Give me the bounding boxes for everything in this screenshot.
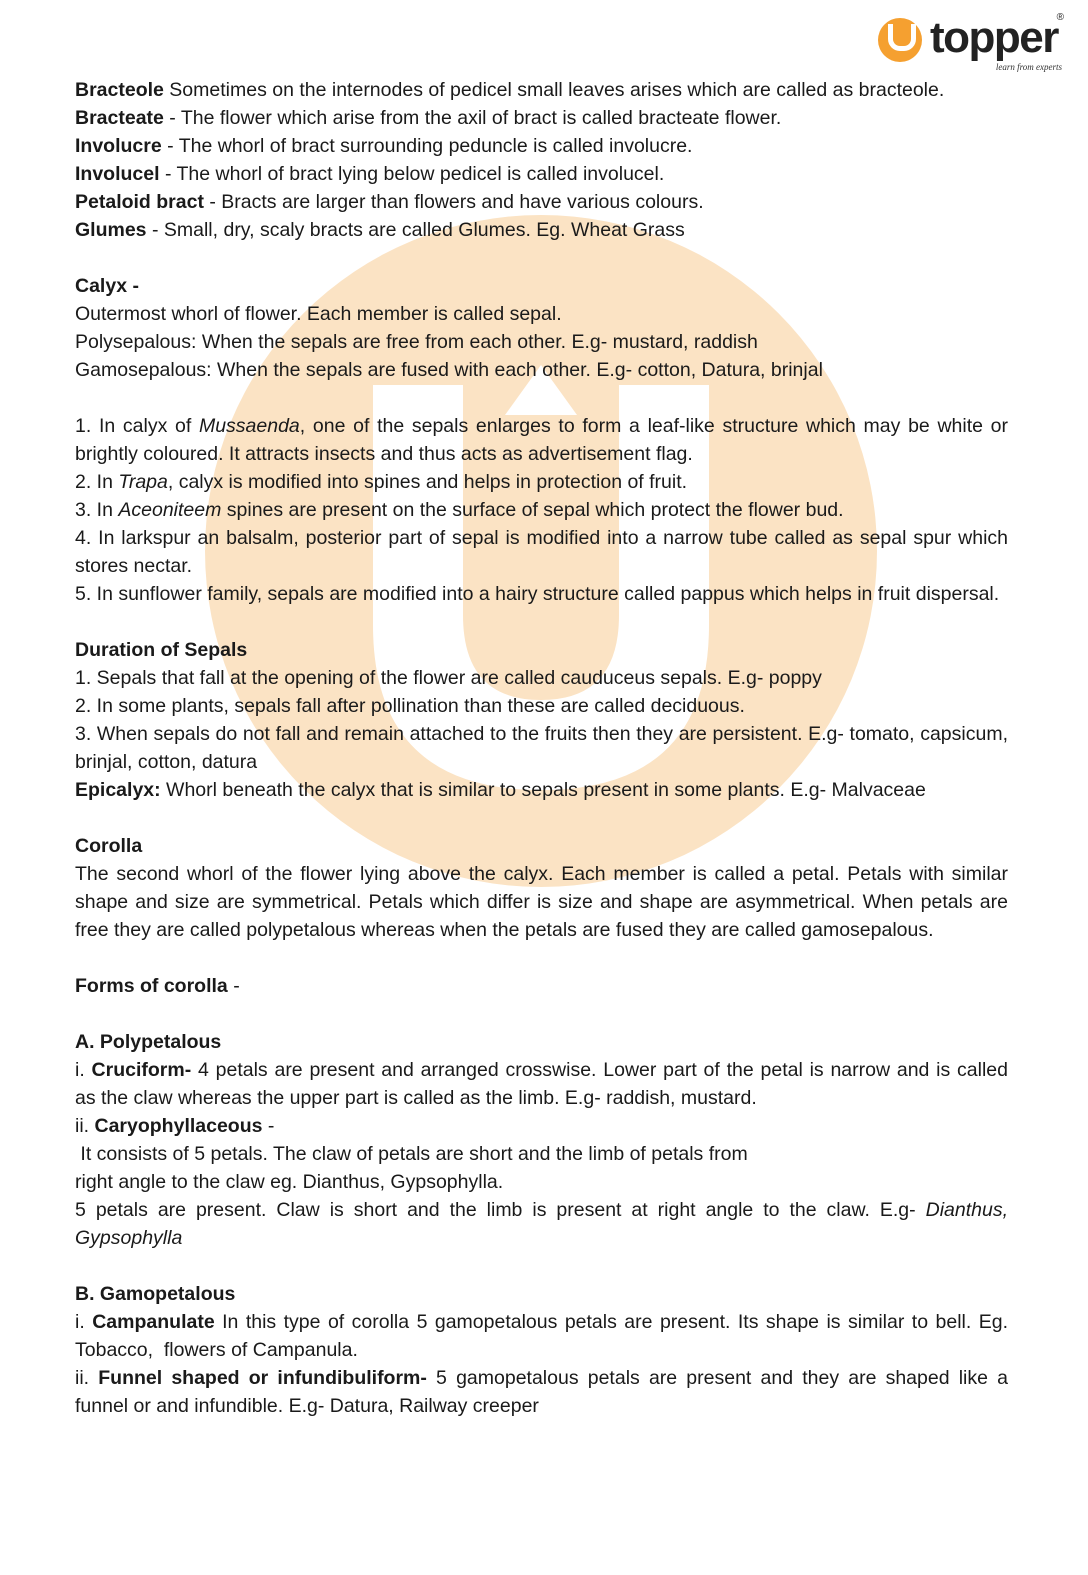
bract-text: Bracts are larger than flowers and have various colours. bbox=[221, 191, 704, 213]
forms-heading: Forms of corolla - bbox=[75, 975, 240, 997]
calyx-line: Outermost whorl of flower. Each member is called sepal. bbox=[75, 303, 562, 325]
epicalyx-def: Epicalyx: Whorl beneath the calyx that is similar to sepals present in some plants. E.g- Malvaceae bbox=[75, 779, 926, 801]
logo-tagline: learn from experts bbox=[995, 62, 1062, 72]
bract-def: Glumes - Small, dry, scaly bracts are called Glumes. Eg. Wheat Grass bbox=[75, 219, 685, 241]
calyx-line: Polysepalous: When the sepals are free from each other. E.g- mustard, raddish bbox=[75, 331, 758, 353]
duration-item: 2. In some plants, sepals fall after pollination than these are called deciduous. bbox=[75, 695, 745, 717]
registered-mark: ® bbox=[1056, 12, 1064, 23]
gamopetalous-heading: B. Gamopetalous bbox=[75, 1283, 236, 1305]
topper-logo[interactable] bbox=[878, 12, 1066, 72]
bract-text: Small, dry, scaly bracts are called Glumes. Eg. Wheat Grass bbox=[163, 219, 685, 241]
calyx-modification: 4. In larkspur an balsalm, posterior part of sepal is modified into a narrow tube called as sepal spur which stores nectar. bbox=[75, 527, 1008, 577]
calyx-heading: Calyx - bbox=[75, 275, 139, 297]
document-body bbox=[75, 76, 1014, 1420]
calyx-modification: 5. In sunflower family, sepals are modified into a hairy structure called pappus which helps in fruit dispersal. bbox=[75, 583, 1000, 605]
corolla-text: The second whorl of the flower lying above the calyx. Each member is called a petal. Petals with similar shape and size are symmetrical. Petals which differ is size and shape are asymmetrical. When petals are free they are called polypetalous whereas when the petals are fused they are called gamosepalous. bbox=[75, 863, 1008, 941]
bract-def: Involucel - The whorl of bract lying below pedicel is called involucel. bbox=[75, 163, 665, 185]
polypetalous-heading: A. Polypetalous bbox=[75, 1031, 222, 1053]
bract-def bbox=[75, 76, 1008, 104]
bract-term: Bracteole bbox=[75, 79, 164, 101]
duration-item: 1. Sepals that fall at the opening of the flower are called cauduceus sepals. E.g- poppy bbox=[75, 667, 822, 689]
logo-word: topper bbox=[930, 13, 1058, 62]
corolla-heading: Corolla bbox=[75, 835, 143, 857]
caryophyllaceous-line: 5 petals are present. Claw is short and the limb is present at right angle to the claw. E.g- Dianthus, Gypsophylla bbox=[75, 1199, 1008, 1249]
bract-text: Sometimes on the internodes of pedicel small leaves arises which are called as bracteole. bbox=[169, 79, 945, 101]
bract-term: Bracteate bbox=[75, 107, 164, 129]
calyx-modification: 2. In Trapa, calyx is modified into spines and helps in protection of fruit. bbox=[75, 471, 688, 493]
caryophyllaceous-line: right angle to the claw eg. Dianthus, Gypsophylla. bbox=[75, 1171, 504, 1193]
funnel-def: ii. Funnel shaped or infundibuliform- 5 gamopetalous petals are present and they are shaped like a funnel or and infundible. E.g- Datura, Railway creeper bbox=[75, 1367, 1008, 1417]
calyx-line: Gamosepalous: When the sepals are fused with each other. E.g- cotton, Datura, brinjal bbox=[75, 359, 823, 381]
calyx-modification: 1. In calyx of Mussaenda, one of the sepals enlarges to form a leaf-like structure which may be white or brightly coloured. It attracts insects and thus acts as advertisement flag. bbox=[75, 415, 1008, 465]
bract-text: The whorl of bract lying below pedicel is called involucel. bbox=[176, 163, 665, 185]
bract-def: Involucre - The whorl of bract surrounding peduncle is called involucre. bbox=[75, 135, 693, 157]
bract-def: Petaloid bract - Bracts are larger than flowers and have various colours. bbox=[75, 191, 704, 213]
bract-text: The whorl of bract surrounding peduncle is called involucre. bbox=[178, 135, 693, 157]
campanulate-def: i. Campanulate In this type of corolla 5 gamopetalous petals are present. Its shape is similar to bell. Eg. Tobacco, flowers of Campanula. bbox=[75, 1311, 1014, 1361]
bract-term: Petaloid bract bbox=[75, 191, 204, 213]
duration-heading: Duration of Sepals bbox=[75, 639, 248, 661]
bract-text: The flower which arise from the axil of bract is called bracteate flower. bbox=[180, 107, 782, 129]
bract-term: Glumes bbox=[75, 219, 147, 241]
bract-term: Involucel bbox=[75, 163, 160, 185]
bract-term: Involucre bbox=[75, 135, 162, 157]
caryophyllaceous-line: It consists of 5 petals. The claw of petals are short and the limb of petals from bbox=[75, 1143, 748, 1165]
bract-def: Bracteate - The flower which arise from the axil of bract is called bracteate flower. bbox=[75, 107, 782, 129]
duration-item: 3. When sepals do not fall and remain attached to the fruits then they are persistent. E.g- tomato, capsicum, brinjal, cotton, datura bbox=[75, 723, 1008, 773]
calyx-modification: 3. In Aceoniteem spines are present on the surface of sepal which protect the flower bud. bbox=[75, 499, 844, 521]
cruciform-def: i. Cruciform- 4 petals are present and arranged crosswise. Lower part of the petal is narrow and is called as the claw whereas the upper part is called as the limb. E.g- raddish, mustard. bbox=[75, 1059, 1008, 1109]
caryophyllaceous-def: ii. Caryophyllaceous - bbox=[75, 1115, 275, 1137]
logo-u-icon bbox=[878, 18, 922, 62]
